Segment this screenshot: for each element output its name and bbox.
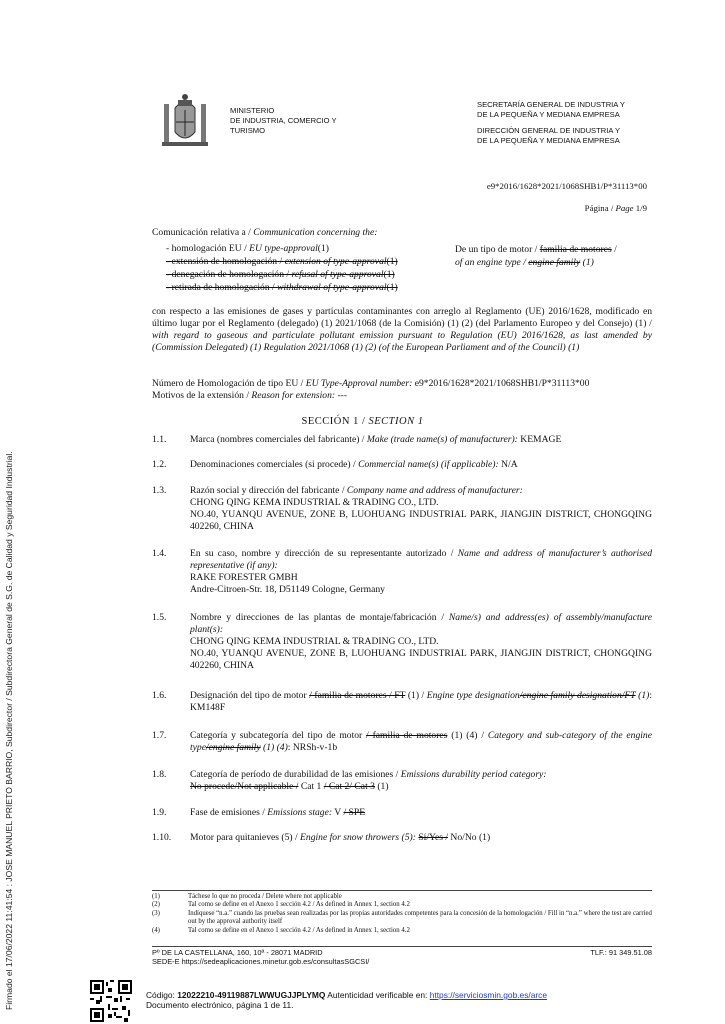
item-1-6: 1.6. Designación del tipo de motor / familia de motores / FT (1) / Engine type designation/engine family designation/FT (1): KM148F bbox=[152, 690, 653, 713]
coat-of-arms-logo bbox=[160, 92, 210, 150]
footnote-2: (2) Tal como se define en el Anexo 1 sección 4.2 / As defined in Annex 1, section 4.2 bbox=[152, 901, 410, 909]
footnote-3: (3) Indíquese “n.a.” cuando las pruebas sean realizadas por las propias autoridades competentes para la concesión de la homologación / Fill in “n.a.” where the test are carried out by the approval authority itself bbox=[152, 909, 652, 926]
footer-sede: SEDE-E https://sedeaplicaciones.minetur.gob.es/consultasSGCSI/ bbox=[152, 957, 370, 966]
alt-extension: - extensión de homologación / extension of type-approval(1) bbox=[166, 256, 398, 267]
item-1-10: 1.10. Motor para quitanieves (5) / Engine for snow throwers (5): Sí/Yes / No/No (1) bbox=[152, 832, 491, 843]
regulation-paragraph: con respecto a las emisiones de gases y partículas contaminantes con arreglo al Reglamento (UE) 2016/1628, modificado en último lugar por el Reglamento (delegado) (1) 2021/1068 (de la Comisión) (1) (2) (del Parlamento Europeo y del Consejo) (1) / with regard to gaseous and particulate pollutant emission pursuant to Regulation (EU) 2016/1628, as last amended by (Commission Delegated) (1) Regulation 2021/1068 (1) (2) (of the European Parliament and of the Council) (1) bbox=[152, 306, 652, 353]
item-1-4: 1.4. En su caso, nombre y dirección de su representante autorizado / Name and address of manufacturer’s authorised representative (if any): RAKE FORESTER GMBH Andre-Citroen-Str. 18, D51149 Cologne, Germany bbox=[152, 548, 652, 595]
verification-link[interactable]: https://serviciosmin.gob.es/arce bbox=[429, 990, 548, 1000]
item-1-8: 1.8. Categoría de período de durabilidad de las emisiones / Emissions durability period category: No procede/Not applicable / Cat 1 / Cat 2/ Cat 3 (1) bbox=[152, 769, 547, 792]
ministry-name: MINISTERIO DE INDUSTRIA, COMERCIO Y TURISMO bbox=[230, 106, 337, 135]
section-title: SECCIÓN 1 / SECTION 1 bbox=[301, 416, 424, 427]
engine-type-choice: De un tipo de motor / familia de motores / of an engine type / engine family (1) bbox=[455, 244, 617, 268]
footnote-4: (4) Tal como se define en el Anexo 1 sección 4.2 / As defined in Annex 1, section 4.2 bbox=[152, 926, 410, 934]
approval-alternatives bbox=[166, 243, 398, 295]
approval-number-block: Número de Homologación de tipo EU / EU Type-Approval number: e9*2016/1628*2021/1068SHB1/P*31113*00 Motivos de la extensión / Reason for extension: --- bbox=[152, 378, 590, 401]
qr-code bbox=[90, 980, 132, 1022]
page-note: Documento electrónico, página 1 de 11. bbox=[146, 1000, 294, 1010]
item-1-2: 1.2. Denominaciones comerciales (si procede) / Commercial name(s) (if applicable): N/A bbox=[152, 459, 518, 470]
alt-withdrawal: - retirada de homologación / withdrawal of type-approval(1) bbox=[166, 282, 398, 293]
footnote-1: (1) Táchese lo que no proceda / Delete where not applicable bbox=[152, 893, 342, 900]
alt-homologation: - homologación EU / EU type-approval(1) bbox=[166, 243, 329, 254]
page-number: Página / Page 1/9 bbox=[584, 203, 647, 213]
document-reference: e9*2016/1628*2021/1068SHB1/P*31113*00 bbox=[486, 181, 647, 191]
item-1-7: 1.7. Categoría y subcategoría del tipo de motor / familia de motores (1) (4) / Category and sub-category of the engine type/engine family (1) (4): NRSh-v-1b bbox=[152, 730, 652, 753]
communication-heading: Comunicación relativa a / Communication concerning the: bbox=[152, 227, 378, 238]
item-1-3: 1.3. Razón social y dirección del fabricante / Company name and address of manufacturer: CHONG QING KEMA INDUSTRIAL & TRADING CO., LTD. NO.40, YUANQU AVENUE, ZONE B, LUOHUANG INDUSTRIAL PARK, JIANGJIN DISTRICT, CHONGQING 402260, CHINA bbox=[152, 485, 652, 532]
verification-code: 12022210-49119887LWWUGJJPLYMQ bbox=[177, 990, 326, 1000]
footer-address: Pº DE LA CASTELLANA, 160, 10ª - 28071 MADRID TLF.: 91 349.51.08 bbox=[152, 948, 652, 957]
secretariat-block: SECRETARÍA GENERAL DE INDUSTRIA Y DE LA PEQUEÑA Y MEDIANA EMPRESA DIRECCIÓN GENERAL DE INDUSTRIA Y DE LA PEQUEÑA Y MEDIANA EMPRESA bbox=[477, 100, 625, 145]
item-1-9: 1.9. Fase de emisiones / Emissions stage: V / SPE bbox=[152, 807, 366, 818]
alt-refusal: - denegación de homologación / refusal of type-approval(1) bbox=[166, 269, 395, 280]
item-1-1: 1.1. Marca (nombres comerciales del fabricante) / Make (trade name(s) of manufacturer): KEMAGE bbox=[152, 434, 562, 445]
verification-block: Código: 12022210-49119887LWWUGJJPLYMQ Autenticidad verificable en: https://serviciosmin.gob.es/arce Documento electrónico, página 1 de 11. bbox=[146, 990, 548, 1010]
item-1-5: 1.5. Nombre y direcciones de las plantas de montaje/fabricación / Name/s) and address(es) of assembly/manufacture plant(s): CHONG QING KEMA INDUSTRIAL & TRADING CO., LTD. NO.40, YUANQU AVENUE, ZONE B, LUOHUANG INDUSTRIAL PARK, JIANGJIN DISTRICT, CHONGQING 402260, CHINA bbox=[152, 612, 652, 671]
footnotes bbox=[152, 890, 652, 935]
footer-phone: TLF.: 91 349.51.08 bbox=[590, 948, 652, 957]
side-signature: Firmado el 17/06/2022 11:41:54 : JOSE MANUEL PRIETO BARRIO, Subdirector / Subdirectora General de S.G. de Calidad y Seguridad Industrial. bbox=[4, 451, 14, 1010]
